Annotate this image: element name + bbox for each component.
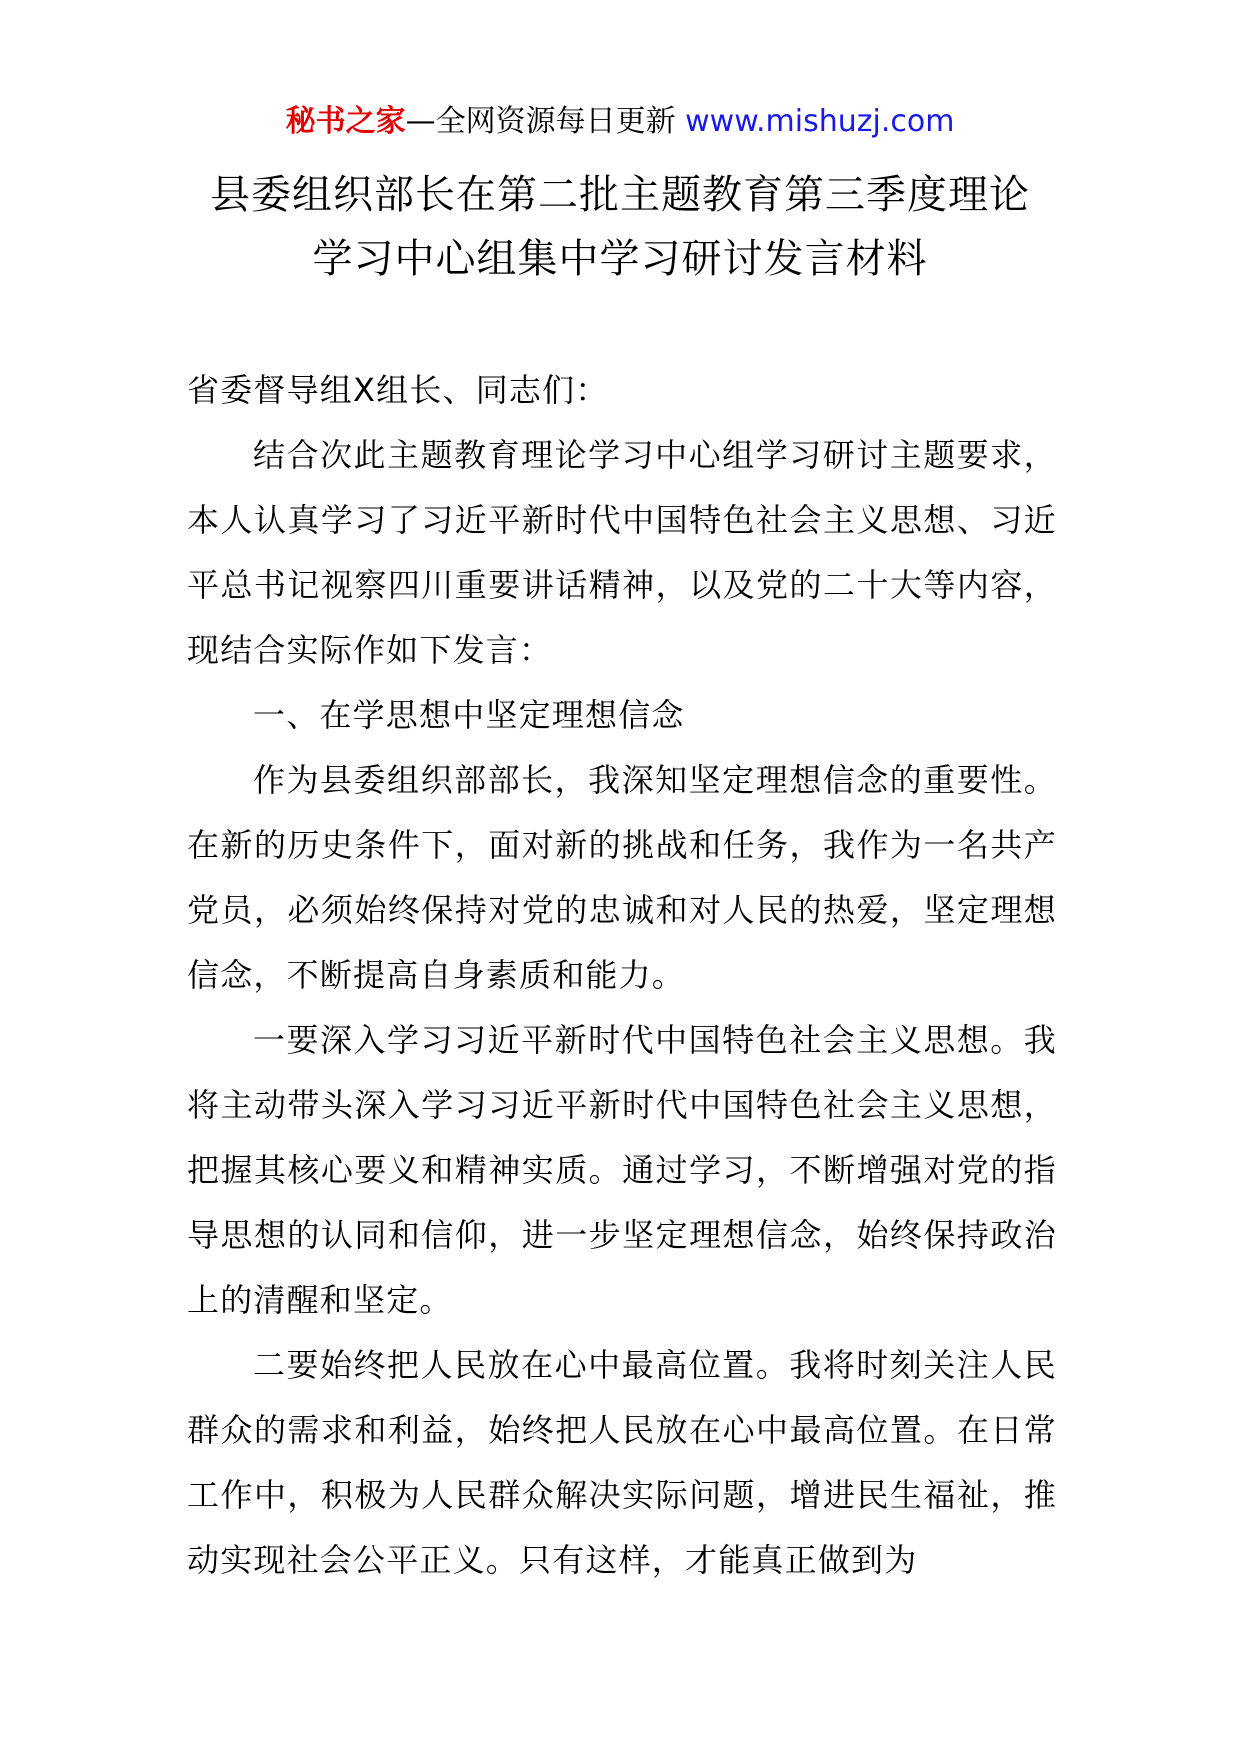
document-title-line-1: 县委组织部长在第二批主题教育第三季度理论	[210, 172, 1030, 218]
body-paragraph: 一要深入学习习近平新时代中国特色社会主义思想。我将主动带头深入学习习近平新时代中国特色社会主义思想，把握其核心要义和精神实质。通过学习，不断增强对党的指导思想的认同和信仰，进一步坚定理想信念，始终保持政治上的清醒和坚定。	[187, 1021, 1057, 1319]
document-body	[187, 358, 1057, 1593]
salutation: 省委督导组X组长、同志们：	[187, 371, 609, 409]
site-name: 秘书之家	[285, 104, 406, 139]
section-heading: 一、在学思想中坚定理想信念	[253, 696, 685, 734]
body-paragraph: 二要始终把人民放在心中最高位置。我将时刻关注人民群众的需求和利益，始终把人民放在心中最高位置。在日常工作中，积极为人民群众解决实际问题，增进民生福祉，推动实现社会公平正义。只有这样，才能真正做到为	[187, 1346, 1057, 1579]
body-paragraph: 结合次此主题教育理论学习中心组学习研讨主题要求，本人认真学习了习近平新时代中国特色社会主义思想、习近平总书记视察四川重要讲话精神，以及党的二十大等内容，现结合实际作如下发言：	[187, 436, 1057, 669]
document-title-line-2: 学习中心组集中学习研讨发言材料	[312, 236, 928, 282]
document-title	[0, 163, 1240, 291]
body-paragraph: 作为县委组织部部长，我深知坚定理想信念的重要性。在新的历史条件下，面对新的挑战和任务，我作为一名共产党员，必须始终保持对党的忠诚和对人民的热爱，坚定理想信念，不断提高自身素质和能力。	[187, 761, 1057, 994]
site-url-link[interactable]: www.mishuzj.com	[685, 104, 955, 139]
watermark-header	[0, 100, 1240, 144]
site-slogan: —全网资源每日更新	[405, 104, 686, 139]
